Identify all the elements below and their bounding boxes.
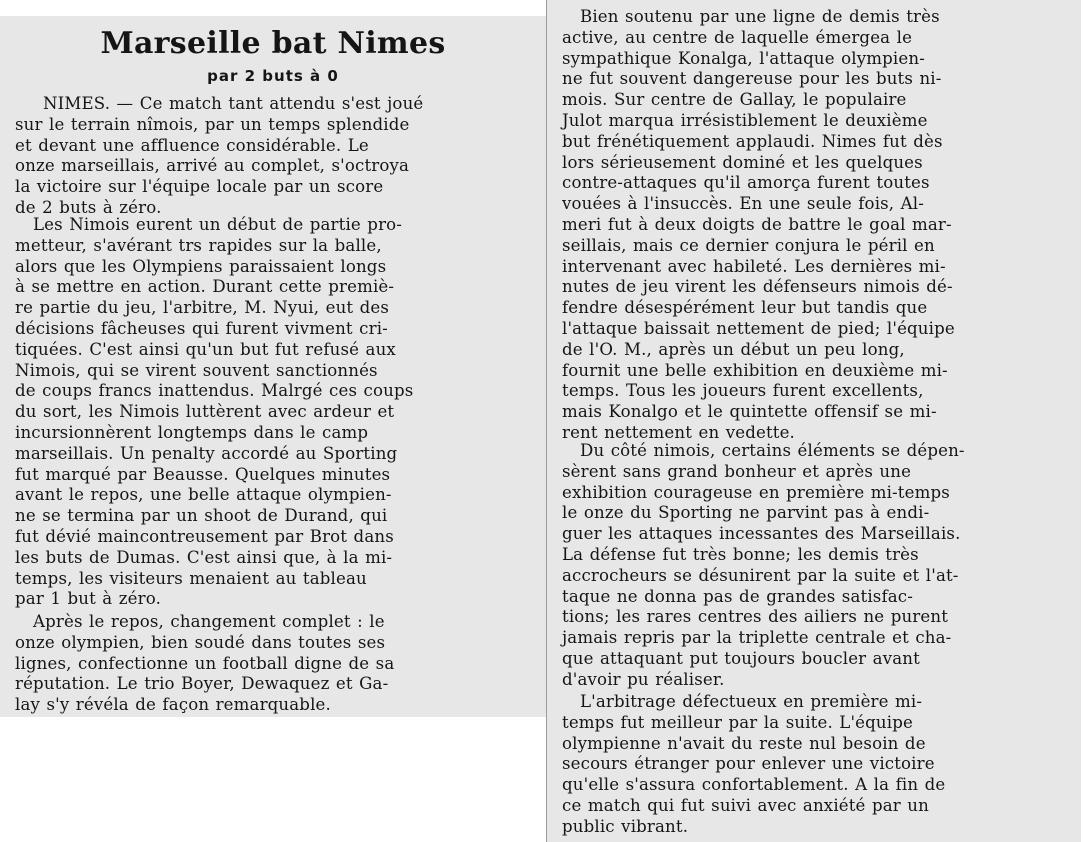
text-line: l'attaque baissait nettement de pied; l'équipe <box>562 318 955 338</box>
text-line: intervenant avec habileté. Les dernières mi- <box>562 256 946 276</box>
article-headline: Marseille bat Nimes <box>100 26 446 61</box>
text-line: jamais repris par la triplette centrale et cha- <box>562 628 952 648</box>
text-line: à se mettre en action. Durant cette premiè- <box>15 277 395 297</box>
text-line: de coups francs inattendus. Malrgé ces coups <box>15 381 414 401</box>
text-line: temps. Tous les joueurs furent excellents, <box>562 381 924 401</box>
text-line: temps, les visiteurs menaient au tableau <box>15 568 367 588</box>
text-line: par 1 but à zéro. <box>15 589 161 609</box>
text-line: de 2 buts à zéro. <box>15 197 162 217</box>
text-line: sur le terrain nîmois, par un temps splendide <box>15 114 410 134</box>
text-line: que attaquant put toujours boucler avant <box>562 648 920 668</box>
text-line: fournit une belle exhibition en deuxième mi- <box>562 360 948 380</box>
text-line: les buts de Dumas. C'est ainsi que, à la mi- <box>15 547 393 567</box>
text-line: de l'O. M., après un début un peu long, <box>562 339 905 359</box>
text-line: ne se termina par un shoot de Durand, qui <box>15 506 388 526</box>
text-line: active, au centre de laquelle émergea le <box>562 27 913 47</box>
text-line: rent nettement en vedette. <box>562 422 795 442</box>
text-line: accrocheurs se désunirent par la suite et l'at- <box>562 565 959 585</box>
text-line: et devant une affluence considérable. Le <box>15 135 369 155</box>
text-line: La défense fut très bonne; les demis très <box>562 544 919 564</box>
text-line: public vibrant. <box>562 816 689 836</box>
text-line: alors que les Olympiens paraissaient longs <box>15 256 387 276</box>
text-line: seillais, mais ce dernier conjura le péril en <box>562 235 935 255</box>
paragraph <box>562 692 1070 838</box>
text-line: lors sérieusement dominé et les quelques <box>562 152 923 172</box>
paragraph <box>15 94 533 219</box>
text-line: du sort, les Nimois luttèrent avec ardeur et <box>15 402 395 422</box>
column-rule <box>546 0 547 842</box>
text-line: re partie du jeu, l'arbitre, M. Nyui, eut des <box>15 298 390 318</box>
text-line: exhibition courageuse en première mi-temps <box>562 482 950 502</box>
text-line: taque ne donna pas de grandes satisfac- <box>562 586 913 606</box>
paragraph <box>15 612 533 716</box>
text-line: incursionnèrent longtemps dans le camp <box>15 422 369 442</box>
paragraph <box>562 7 1070 444</box>
text-line: le onze du Sporting ne parvint pas à endi- <box>562 503 930 523</box>
text-line: but frénétiquement applaudi. Nimes fut dès <box>562 131 943 151</box>
text-line: lignes, confectionne un football digne de sa <box>15 653 395 673</box>
text-line: meri fut à deux doigts de battre le goal mar- <box>562 214 952 234</box>
text-line: avant le repos, une belle attaque olympien- <box>15 485 392 505</box>
text-line: metteur, s'avérant trs rapides sur la balle, <box>15 235 382 255</box>
text-line: la victoire sur l'équipe locale par un score <box>15 177 384 197</box>
text-line: onze olympien, bien soudé dans toutes ses <box>15 632 386 652</box>
text-line: ne fut souvent dangereuse pour les buts ni- <box>562 69 942 89</box>
text-line: Après le repos, changement complet : le <box>33 612 385 631</box>
paragraph <box>15 215 533 610</box>
text-line: lay s'y révéla de façon remarquable. <box>15 695 331 715</box>
text-line: sympathique Konalga, l'attaque olympien- <box>562 48 925 68</box>
text-line: Nimois, qui se virent souvent sanctionnés <box>15 360 378 380</box>
text-line: tiquées. C'est ainsi qu'un but fut refusé aux <box>15 339 396 359</box>
text-line: fendre désespérément leur but tandis que <box>562 298 928 318</box>
text-line: olympienne n'avait du reste nul besoin de <box>562 733 926 753</box>
text-line: Du côté nimois, certains éléments se dépen- <box>580 441 965 460</box>
text-line: Les Nimois eurent un début de partie pro- <box>33 215 403 234</box>
text-line: mais Konalgo et le quintette offensif se mi- <box>562 402 937 422</box>
text-line: vouées à l'insuccès. En une seule fois, Al- <box>562 194 925 214</box>
text-line: réputation. Le trio Boyer, Dewaquez et Ga- <box>15 674 389 694</box>
text-line: qu'elle s'assura confortablement. A la fin de <box>562 775 946 795</box>
text-line: onze marseillais, arrivé au complet, s'octroya <box>15 156 410 176</box>
article-column-right <box>546 0 1081 842</box>
article-subheadline: par 2 buts à 0 <box>207 67 339 85</box>
text-line: nutes de jeu virent les défenseurs nimois dé- <box>562 277 953 297</box>
text-line: L'arbitrage défectueux en première mi- <box>580 692 923 711</box>
text-line: contre-attaques qu'il amorça furent toutes <box>562 173 930 193</box>
text-line: secours étranger pour enlever une victoire <box>562 754 935 774</box>
article-column-left <box>0 16 546 717</box>
text-line: Julot marqua irrésistiblement le deuxième <box>562 110 928 130</box>
text-line: sèrent sans grand bonheur et après une <box>562 461 912 481</box>
text-line: NIMES. — Ce match tant attendu s'est joué <box>43 94 424 113</box>
text-line: ce match qui fut suivi avec anxiété par un <box>562 795 929 815</box>
text-line: d'avoir pu réaliser. <box>562 669 725 689</box>
text-line: temps fut meilleur par la suite. L'équipe <box>562 712 913 732</box>
text-line: mois. Sur centre de Gallay, le populaire <box>562 90 907 110</box>
text-line: fut dévié maincontreusement par Brot dans <box>15 526 394 546</box>
text-line: guer les attaques incessantes des Marseillais. <box>562 524 961 544</box>
text-line: tions; les rares centres des ailiers ne purent <box>562 607 949 627</box>
paragraph <box>562 441 1070 691</box>
text-line: Bien soutenu par une ligne de demis très <box>580 7 940 26</box>
text-line: décisions fâcheuses qui furent vivment cri- <box>15 318 388 338</box>
text-line: fut marqué par Beausse. Quelques minutes <box>15 464 391 484</box>
text-line: marseillais. Un penalty accordé au Sporting <box>15 443 398 463</box>
